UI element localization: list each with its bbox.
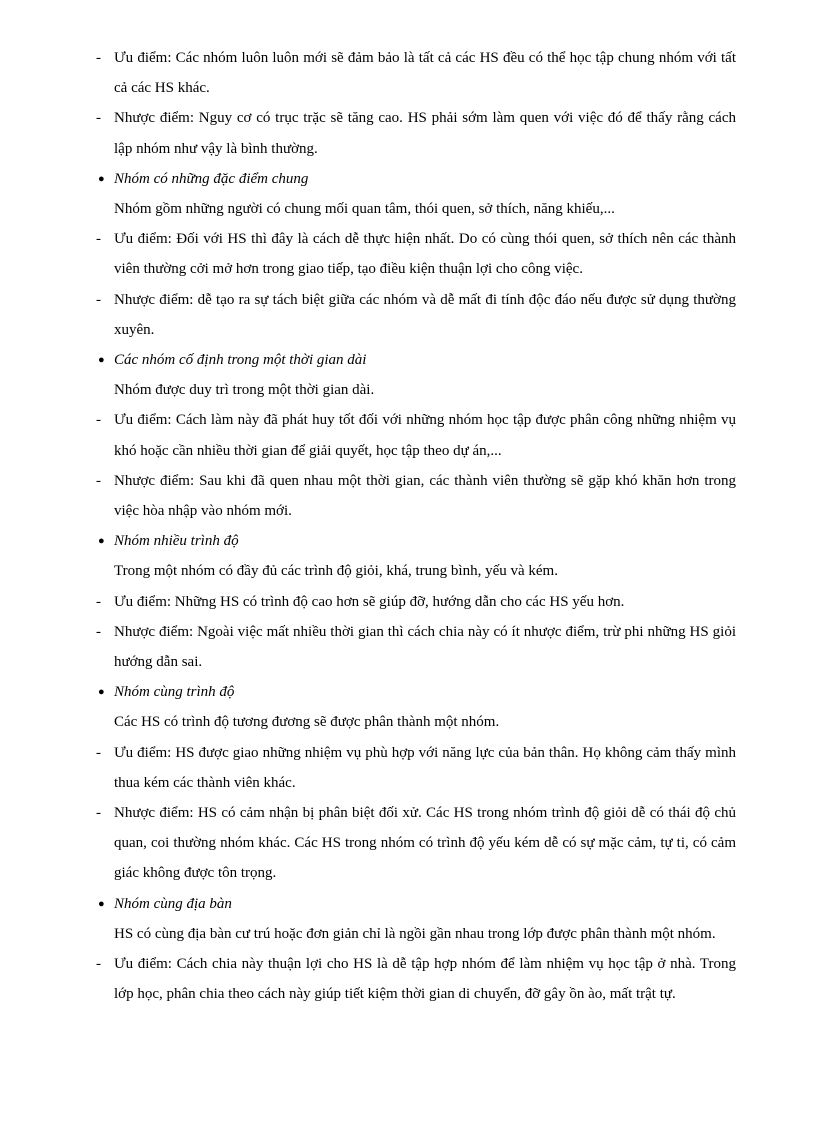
text: Các nhóm cố định trong một thời gian dài xyxy=(114,352,367,369)
paragraph xyxy=(78,556,736,586)
text: Ưu điểm: Đối với HS thì đây là cách dễ thực hiện nhất. Do có cùng thói quen, sở thích nên các thành viên thường cởi mở hơn trong giao tiếp, tạo điều kiện thuận lợi cho công việc. xyxy=(114,231,736,278)
list-item xyxy=(78,949,736,1009)
list-item xyxy=(78,617,736,677)
dash-marker: - xyxy=(96,956,101,973)
text: Nhược điểm: Sau khi đã quen nhau một thời gian, các thành viên thường sẽ gặp khó khăn hơn trong việc hòa nhập vào nhóm mới. xyxy=(114,472,736,520)
dash-marker: - xyxy=(96,291,101,308)
list-item xyxy=(78,466,736,526)
document-body xyxy=(78,43,736,1010)
list-item xyxy=(78,587,736,617)
list-item xyxy=(78,103,736,163)
bullet-icon: ● xyxy=(98,354,105,367)
text: Các HS có trình độ tương đương sẽ được phân thành một nhóm. xyxy=(114,714,500,731)
dash-marker: - xyxy=(96,412,101,429)
text: Nhóm được duy trì trong một thời gian dài. xyxy=(114,382,375,399)
text: HS có cùng địa bàn cư trú hoặc đơn giản chỉ là ngồi gần nhau trong lớp được phân thành một nhóm. xyxy=(114,925,716,942)
dash-marker: - xyxy=(96,110,101,127)
text: Ưu điểm: Cách chia này thuận lợi cho HS là dễ tập hợp nhóm để làm nhiệm vụ học tập ở nhà. Trong lớp học, phân chia theo cách này giúp tiết kiệm thời gian di chuyển, đỡ gây ồn ào, mất trật tự. xyxy=(114,956,736,1003)
text: Nhược điểm: Nguy cơ có trục trặc sẽ tăng cao. HS phải sớm làm quen với việc đó để thấy rằng cách lập nhóm như vậy là bình thường. xyxy=(114,110,736,157)
bullet-icon: ● xyxy=(98,535,105,548)
bullet-icon: ● xyxy=(98,686,105,699)
text: Nhóm cùng địa bàn xyxy=(114,895,232,912)
list-item xyxy=(78,738,736,798)
text: Ưu điểm: Cách làm này đã phát huy tốt đối với những nhóm học tập được phân công những nhiệm vụ khó hoặc cần nhiều thời gian để giải quyết, học tập theo dự án,... xyxy=(114,412,736,459)
text: Nhóm có những đặc điểm chung xyxy=(114,170,309,187)
list-item xyxy=(78,285,736,345)
text: Nhóm nhiều trình độ xyxy=(114,533,239,550)
section-heading xyxy=(78,889,736,919)
text: Nhược điểm: dễ tạo ra sự tách biệt giữa các nhóm và dễ mất đi tính độc đáo nếu được sử dụng thường xuyên. xyxy=(114,291,736,338)
dash-marker: - xyxy=(96,472,101,489)
section-heading xyxy=(78,164,736,194)
text: Nhược điểm: Ngoài việc mất nhiều thời gian thì cách chia này có ít nhược điểm, trừ phi những HS giỏi hướng dẫn sai. xyxy=(114,623,736,671)
paragraph xyxy=(78,707,736,737)
list-item xyxy=(78,798,736,889)
text: Nhóm gồm những người có chung mối quan tâm, thói quen, sở thích, năng khiếu,... xyxy=(114,201,615,218)
section-heading xyxy=(78,526,736,556)
dash-marker: - xyxy=(96,231,101,248)
dash-marker: - xyxy=(96,744,101,761)
list-item xyxy=(78,405,736,465)
text: Ưu điểm: Các nhóm luôn luôn mới sẽ đảm bảo là tất cả các HS đều có thể học tập chung nhóm với tất cả các HS khác. xyxy=(114,50,736,97)
section-heading xyxy=(78,677,736,707)
text: Nhóm cùng trình độ xyxy=(114,684,235,701)
text: Trong một nhóm có đầy đủ các trình độ giỏi, khá, trung bình, yếu và kém. xyxy=(114,563,558,580)
text: Ưu điểm: Những HS có trình độ cao hơn sẽ giúp đỡ, hướng dẫn cho các HS yếu hơn. xyxy=(114,593,625,610)
dash-marker: - xyxy=(96,50,101,66)
dash-marker: - xyxy=(96,805,101,822)
section-heading xyxy=(78,345,736,375)
paragraph xyxy=(78,919,736,949)
paragraph xyxy=(78,194,736,224)
paragraph xyxy=(78,375,736,405)
dash-marker: - xyxy=(96,623,101,640)
text: Ưu điểm: HS được giao những nhiệm vụ phù hợp với năng lực của bản thân. Họ không cảm thấy mình thua kém các thành viên khác. xyxy=(114,744,736,791)
bullet-icon: ● xyxy=(98,897,105,910)
list-item xyxy=(78,224,736,284)
list-item xyxy=(78,43,736,103)
text: Nhược điểm: HS có cảm nhận bị phân biệt đối xử. Các HS trong nhóm trình độ giỏi dễ có thái độ chủ quan, coi thường nhóm khác. Các HS trong nhóm có trình độ yếu kém dễ có sự mặc cảm, tự ti, có cảm giác không được tôn trọng. xyxy=(114,805,736,882)
bullet-icon: ● xyxy=(98,172,105,185)
dash-marker: - xyxy=(96,593,101,610)
